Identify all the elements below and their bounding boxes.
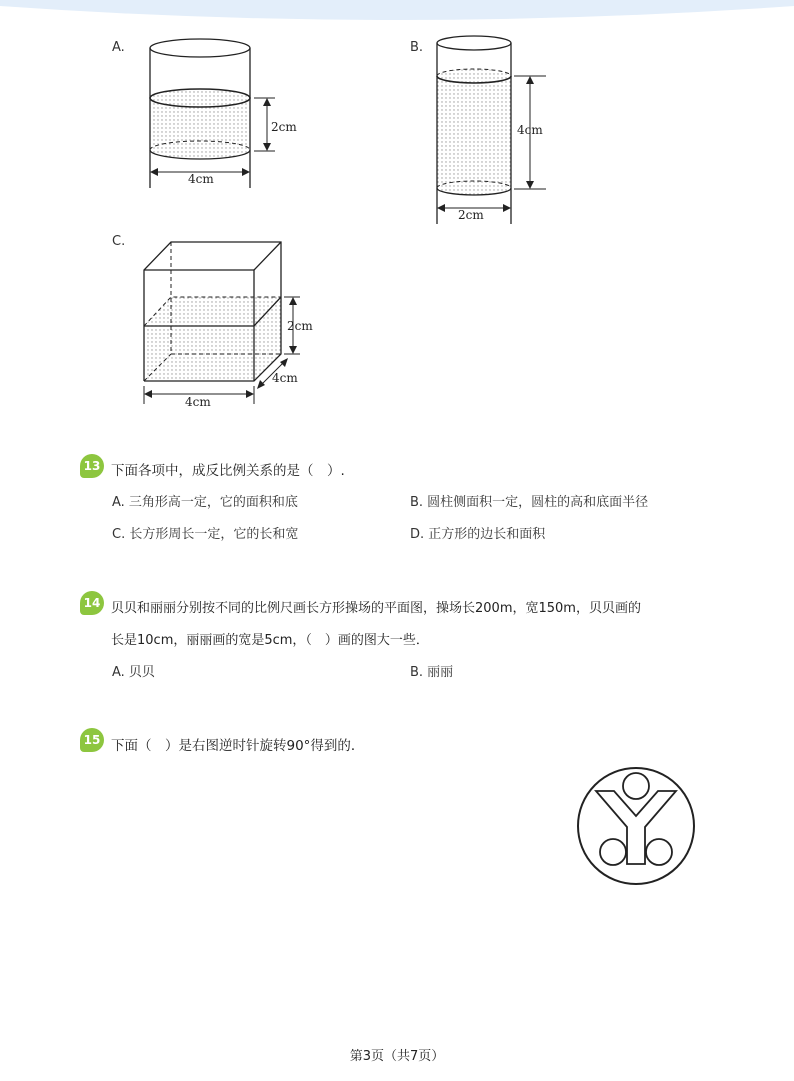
figure-a-width-label: 4cm — [188, 172, 214, 186]
question-13-option-d[interactable]: D. 正方形的边长和面积 — [410, 527, 546, 542]
question-14-option-a[interactable]: A. 贝贝 — [112, 665, 155, 680]
question-13-option-a[interactable]: A. 三角形高一定，它的面积和底 — [112, 495, 298, 510]
figure-a-label: A. — [112, 40, 125, 55]
rotation-figure — [574, 764, 698, 888]
figure-b-height-label: 4cm — [517, 123, 543, 137]
question-15-text: 下面（ ）是右图逆时针旋转90°得到的． — [111, 738, 365, 754]
question-13-option-b[interactable]: B. 圆柱侧面积一定，圆柱的高和底面半径 — [410, 495, 649, 510]
figure-b-cylinder — [428, 28, 558, 228]
figure-c-width-label: 4cm — [185, 395, 211, 409]
question-15-badge: 15 — [80, 728, 104, 752]
figure-c-height-label: 2cm — [287, 319, 313, 333]
figure-a-cylinder — [140, 30, 310, 195]
figure-b-label: B. — [410, 40, 424, 55]
page-footer: 第3页（共7页） — [349, 1049, 445, 1064]
question-14-text-line1: 贝贝和丽丽分别按不同的比例尺画长方形操场的平面图，操场长200m，宽150m，贝贝画的 — [111, 601, 641, 616]
question-14-text-line2: 长是10cm，丽丽画的宽是5cm，（ ）画的图大一些． — [111, 633, 429, 648]
figure-a-height-label: 2cm — [271, 120, 297, 134]
question-14-option-b[interactable]: B. 丽丽 — [410, 665, 454, 680]
question-14-badge: 14 — [80, 591, 104, 615]
question-13-badge: 13 — [80, 454, 104, 478]
figure-c-label: C. — [112, 234, 126, 249]
question-13-text: 下面各项中，成反比例关系的是（ ）. — [111, 463, 345, 479]
figure-c-depth-label: 4cm — [272, 371, 298, 385]
figure-b-width-label: 2cm — [458, 208, 484, 222]
header-band — [0, 0, 794, 28]
figure-c-cuboid — [138, 236, 328, 411]
question-13-option-c[interactable]: C. 长方形周长一定，它的长和宽 — [112, 527, 299, 542]
